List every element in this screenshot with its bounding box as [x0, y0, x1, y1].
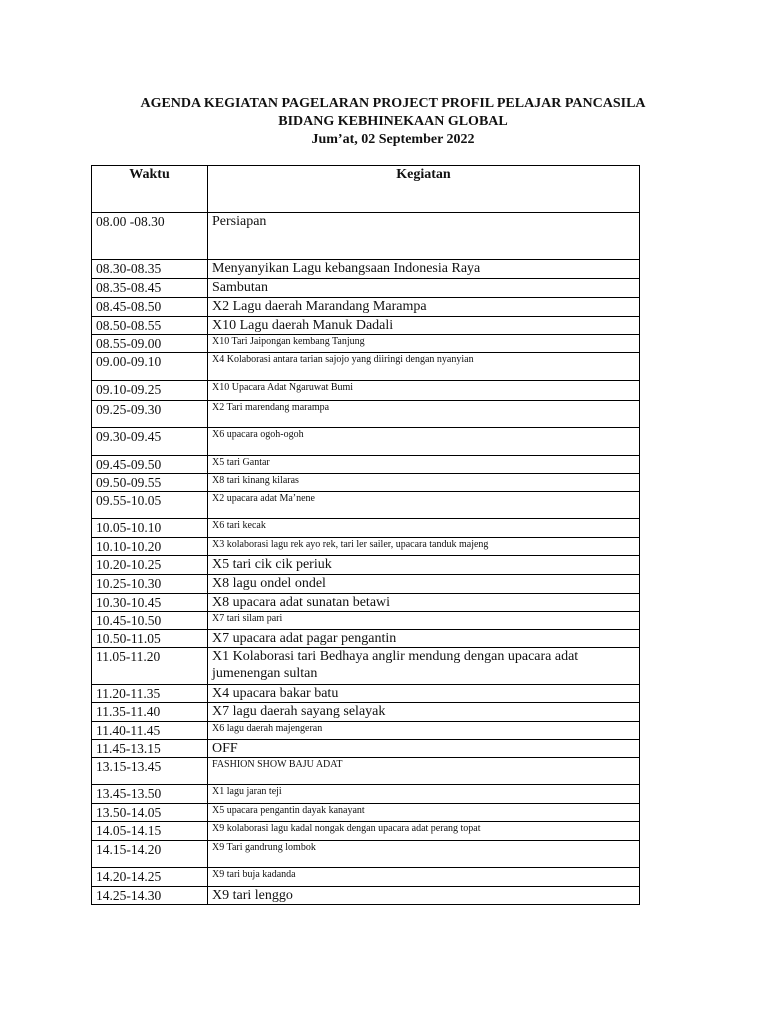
activity-cell: FASHION SHOW BAJU ADAT [208, 758, 640, 785]
time-cell: 11.40-11.45 [92, 722, 208, 740]
activity-cell: X2 Tari marendang marampa [208, 401, 640, 428]
table-row [92, 703, 640, 722]
table-row [92, 401, 640, 428]
time-cell: 09.50-09.55 [92, 474, 208, 492]
activity-cell: X9 kolaborasi lagu kadal nongak dengan upacara adat perang topat [208, 822, 640, 841]
agenda-title: AGENDA KEGIATAN PAGELARAN PROJECT PROFIL PELAJAR PANCASILA [140, 96, 646, 111]
column-header-time: Waktu [92, 166, 208, 213]
activity-cell: X10 Tari Jaipongan kembang Tanjung [208, 335, 640, 353]
table-row [92, 298, 640, 317]
table-row [92, 335, 640, 353]
table-row [92, 648, 640, 685]
activity-cell: X2 upacara adat Ma’nene [208, 492, 640, 519]
activity-cell: X9 tari lenggo [208, 887, 640, 905]
activity-cell: X4 upacara bakar batu [208, 685, 640, 703]
time-cell: 08.30-08.35 [92, 260, 208, 279]
table-row [92, 428, 640, 456]
activity-cell: Sambutan [208, 279, 640, 298]
activity-cell: X5 tari cik cik periuk [208, 556, 640, 575]
time-cell: 08.55-09.00 [92, 335, 208, 353]
table-row [92, 868, 640, 887]
table-row [92, 804, 640, 822]
time-cell: 11.45-13.15 [92, 740, 208, 758]
table-row [92, 556, 640, 575]
agenda-subtitle: BIDANG KEBHINEKAAN GLOBAL [278, 114, 508, 129]
table-row [92, 740, 640, 758]
activity-cell: X1 Kolaborasi tari Bedhaya anglir mendung dengan upacara adat jumenengan sultan [208, 648, 640, 685]
table-row [92, 612, 640, 630]
activity-cell: Persiapan [208, 213, 640, 260]
table-header-row [92, 166, 640, 213]
table-row [92, 279, 640, 298]
time-cell: 11.35-11.40 [92, 703, 208, 722]
time-cell: 08.00 -08.30 [92, 213, 208, 260]
time-cell: 08.45-08.50 [92, 298, 208, 317]
document-header [0, 95, 768, 149]
time-cell: 10.10-10.20 [92, 538, 208, 556]
activity-cell: X6 lagu daerah majengeran [208, 722, 640, 740]
time-cell: 13.15-13.45 [92, 758, 208, 785]
time-cell: 14.05-14.15 [92, 822, 208, 841]
agenda-body [92, 213, 640, 905]
activity-cell: X8 tari kinang kilaras [208, 474, 640, 492]
table-row [92, 538, 640, 556]
time-cell: 14.25-14.30 [92, 887, 208, 905]
time-cell: 10.50-11.05 [92, 630, 208, 648]
time-cell: 14.15-14.20 [92, 841, 208, 868]
time-cell: 09.10-09.25 [92, 381, 208, 401]
activity-cell: X8 upacara adat sunatan betawi [208, 594, 640, 612]
activity-cell: X2 Lagu daerah Marandang Marampa [208, 298, 640, 317]
time-cell: 13.50-14.05 [92, 804, 208, 822]
time-cell: 08.35-08.45 [92, 279, 208, 298]
time-cell: 09.00-09.10 [92, 353, 208, 381]
activity-cell: X8 lagu ondel ondel [208, 575, 640, 594]
activity-cell: X7 upacara adat pagar pengantin [208, 630, 640, 648]
agenda-date: Jum’at, 02 September 2022 [311, 132, 475, 147]
time-cell: 09.55-10.05 [92, 492, 208, 519]
table-row [92, 630, 640, 648]
time-cell: 08.50-08.55 [92, 317, 208, 335]
table-row [92, 822, 640, 841]
table-row [92, 785, 640, 804]
table-row [92, 474, 640, 492]
time-cell: 09.30-09.45 [92, 428, 208, 456]
time-cell: 11.20-11.35 [92, 685, 208, 703]
time-cell: 10.30-10.45 [92, 594, 208, 612]
table-row [92, 519, 640, 538]
time-cell: 11.05-11.20 [92, 648, 208, 685]
table-row [92, 213, 640, 260]
time-cell: 10.45-10.50 [92, 612, 208, 630]
table-row [92, 492, 640, 519]
table-row [92, 841, 640, 868]
agenda-table [91, 165, 640, 905]
activity-cell: OFF [208, 740, 640, 758]
time-cell: 13.45-13.50 [92, 785, 208, 804]
activity-cell: X4 Kolaborasi antara tarian sajojo yang diiringi dengan nyanyian [208, 353, 640, 381]
table-row [92, 594, 640, 612]
time-cell: 09.45-09.50 [92, 456, 208, 474]
activity-cell: X10 Lagu daerah Manuk Dadali [208, 317, 640, 335]
table-row [92, 353, 640, 381]
activity-cell: Menyanyikan Lagu kebangsaan Indonesia Raya [208, 260, 640, 279]
table-row [92, 887, 640, 905]
table-row [92, 685, 640, 703]
activity-cell: X7 lagu daerah sayang selayak [208, 703, 640, 722]
activity-cell: X6 tari kecak [208, 519, 640, 538]
activity-cell: X3 kolaborasi lagu rek ayo rek, tari ler sailer, upacara tanduk majeng [208, 538, 640, 556]
activity-cell: X9 Tari gandrung lombok [208, 841, 640, 868]
table-row [92, 381, 640, 401]
time-cell: 10.25-10.30 [92, 575, 208, 594]
time-cell: 09.25-09.30 [92, 401, 208, 428]
time-cell: 10.20-10.25 [92, 556, 208, 575]
time-cell: 10.05-10.10 [92, 519, 208, 538]
time-cell: 14.20-14.25 [92, 868, 208, 887]
activity-cell: X5 upacara pengantin dayak kanayant [208, 804, 640, 822]
activity-cell: X7 tari silam pari [208, 612, 640, 630]
activity-cell: X1 lagu jaran teji [208, 785, 640, 804]
table-row [92, 260, 640, 279]
activity-cell: X10 Upacara Adat Ngaruwat Bumi [208, 381, 640, 401]
column-header-activity: Kegiatan [208, 166, 640, 213]
activity-cell: X5 tari Gantar [208, 456, 640, 474]
table-row [92, 317, 640, 335]
table-row [92, 575, 640, 594]
activity-cell: X9 tari buja kadanda [208, 868, 640, 887]
table-row [92, 722, 640, 740]
table-row [92, 758, 640, 785]
activity-cell: X6 upacara ogoh-ogoh [208, 428, 640, 456]
table-row [92, 456, 640, 474]
